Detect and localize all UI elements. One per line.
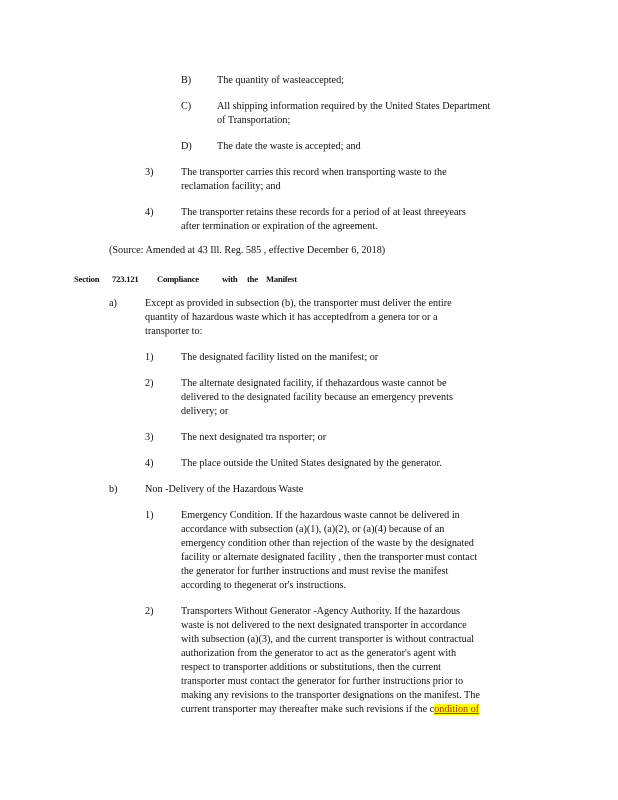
b-item-1-line: accordance with subsection (a)(1), (a)(2), or (a)(4) because of an bbox=[181, 524, 445, 535]
item-c-label: C) bbox=[181, 101, 192, 112]
b-item-1-line: the generator for further instructions and must revise the manifest bbox=[181, 566, 449, 577]
item-3-line2: reclamation facility; and bbox=[181, 181, 281, 192]
item-4-label: 4) bbox=[145, 207, 154, 218]
subsection-a-line1: Except as provided in subsection (b), the transporter must deliver the entire bbox=[145, 298, 452, 309]
item-d-label: D) bbox=[181, 141, 192, 152]
source-note: (Source: Amended at 43 Ill. Reg. 585 , effective December 6, 2018) bbox=[109, 245, 386, 256]
item-c-line1: All shipping information required by the United States Department bbox=[217, 101, 491, 112]
item-4-line2: after termination or expiration of the agreement. bbox=[181, 221, 378, 232]
subsection-b-label: b) bbox=[109, 484, 118, 495]
a-item-2-line: The alternate designated facility, if thehazardous waste cannot be bbox=[181, 378, 447, 389]
section-word: Section bbox=[74, 274, 100, 284]
subsection-b-heading: Non -Delivery of the Hazardous Waste bbox=[145, 484, 304, 495]
b-item-2-line: making any revisions to the transporter designations on the manifest. The bbox=[181, 690, 480, 701]
b-item-2-line: respect to transporter additions or substitutions, then the current bbox=[181, 662, 442, 673]
b-item-2-last-line bbox=[181, 703, 479, 717]
item-c-line2: of Transportation; bbox=[217, 115, 291, 126]
a-item-2-label: 2) bbox=[145, 378, 154, 389]
b-item-1-line: according to thegenerat or's instructions. bbox=[181, 580, 347, 591]
item-3-line1: The transporter carries this record when transporting waste to the bbox=[181, 167, 447, 178]
b-item-2-line: with subsection (a)(3), and the current transporter is without contractual bbox=[181, 634, 475, 645]
section-title-with: with bbox=[222, 274, 238, 284]
a-item-4-line: The place outside the United States designated by the generator. bbox=[181, 458, 442, 469]
a-item-3-label: 3) bbox=[145, 432, 154, 443]
b-item-2-line: waste is not delivered to the next designated transporter in accordance bbox=[181, 620, 467, 631]
subsection-a-label: a) bbox=[109, 298, 117, 309]
section-number: 723.121 bbox=[112, 274, 139, 284]
subsection-a-line3: transporter to: bbox=[145, 326, 203, 337]
section-title-compliance: Compliance bbox=[157, 274, 199, 284]
a-item-2-line: delivered to the designated facility because an emergency prevents bbox=[181, 392, 453, 403]
b-item-1-label: 1) bbox=[145, 510, 154, 521]
section-title-manifest: Manifest bbox=[266, 274, 297, 284]
a-item-1-label: 1) bbox=[145, 352, 154, 363]
item-b-label: B) bbox=[181, 75, 192, 86]
a-item-1-line: The designated facility listed on the manifest; or bbox=[181, 352, 379, 363]
b-item-2-last-line-text: current transporter may thereafter make such revisions if the c bbox=[181, 704, 435, 715]
a-item-3-line: The next designated tra nsporter; or bbox=[181, 432, 327, 443]
b-item-1-line: emergency condition other than rejection of the waste by the designated bbox=[181, 538, 474, 549]
subsection-a-line2: quantity of hazardous waste which it has acceptedfrom a genera tor or a bbox=[145, 312, 438, 323]
item-4-line1: The transporter retains these records for a period of at least threeyears bbox=[181, 207, 466, 218]
highlighted-text: ondition of bbox=[434, 704, 480, 715]
a-item-4-label: 4) bbox=[145, 458, 154, 469]
item-b-text: The quantity of wasteaccepted; bbox=[217, 75, 345, 86]
b-item-2-line: transporter must contact the generator for further instructions prior to bbox=[181, 676, 464, 687]
b-item-2-label: 2) bbox=[145, 606, 154, 617]
b-item-1-line: facility or alternate designated facility , then the transporter must contact bbox=[181, 552, 478, 563]
item-3-label: 3) bbox=[145, 167, 154, 178]
b-item-1-line: Emergency Condition. If the hazardous waste cannot be delivered in bbox=[181, 510, 460, 521]
a-item-2-line: delivery; or bbox=[181, 406, 229, 417]
b-item-2-line: authorization from the generator to act as the generator's agent with bbox=[181, 648, 457, 659]
section-title-the: the bbox=[247, 274, 258, 284]
item-d-text: The date the waste is accepted; and bbox=[217, 141, 361, 152]
b-item-2-line: Transporters Without Generator -Agency Authority. If the hazardous bbox=[181, 606, 461, 617]
